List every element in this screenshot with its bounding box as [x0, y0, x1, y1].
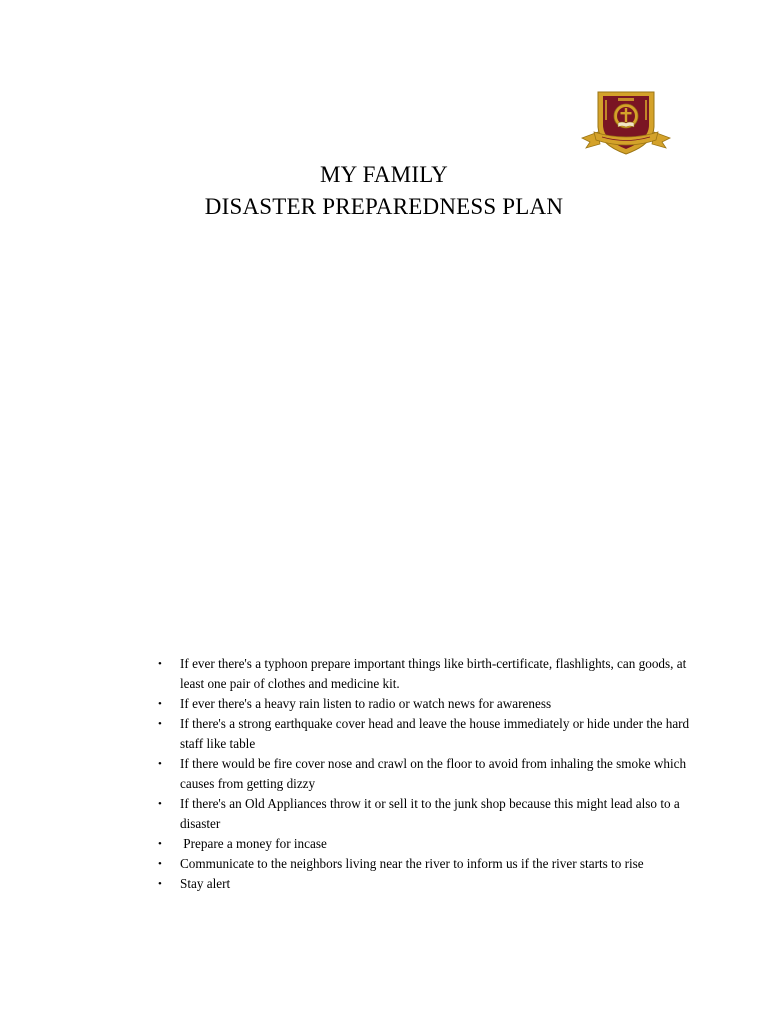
list-item: [157, 834, 697, 854]
list-item: [157, 794, 697, 834]
bullet-icon: •: [158, 858, 162, 870]
list-item-text: Stay alert: [180, 876, 231, 891]
list-item-text: Communicate to the neighbors living near the river to inform us if the river starts to rise: [180, 856, 644, 871]
preparedness-list: [157, 654, 697, 894]
document-title-line1: MY FAMILY: [320, 162, 448, 187]
document-title-line2: DISASTER PREPAREDNESS PLAN: [204, 194, 564, 219]
list-item-text: If there would be fire cover nose and crawl on the floor to avoid from inhaling the smoke which causes from getting dizzy: [180, 756, 687, 791]
university-seal-icon: [578, 86, 674, 158]
list-item: [157, 714, 697, 754]
list-item: [157, 654, 697, 694]
list-item-text: If there's a strong earthquake cover head and leave the house immediately or hide under the hard staff like table: [180, 716, 690, 751]
list-item: [157, 694, 697, 714]
bullet-icon: •: [158, 878, 162, 890]
list-item: [157, 854, 697, 874]
bullet-icon: •: [158, 718, 162, 730]
list-item: [157, 754, 697, 794]
bullet-icon: •: [158, 658, 162, 670]
list-item: [157, 874, 697, 894]
list-item-text: If ever there's a heavy rain listen to radio or watch news for awareness: [180, 696, 552, 711]
bullet-icon: •: [158, 698, 162, 710]
bullet-icon: •: [158, 798, 162, 810]
list-item-text: Prepare a money for incase: [180, 836, 327, 851]
list-item-text: If ever there's a typhoon prepare important things like birth-certificate, flashlights, can goods, at least one pair of clothes and medicine kit.: [180, 656, 687, 691]
list-item-text: If there's an Old Appliances throw it or sell it to the junk shop because this might lead also to a disaster: [180, 796, 680, 831]
bullet-icon: •: [158, 838, 162, 850]
bullet-icon: •: [158, 758, 162, 770]
